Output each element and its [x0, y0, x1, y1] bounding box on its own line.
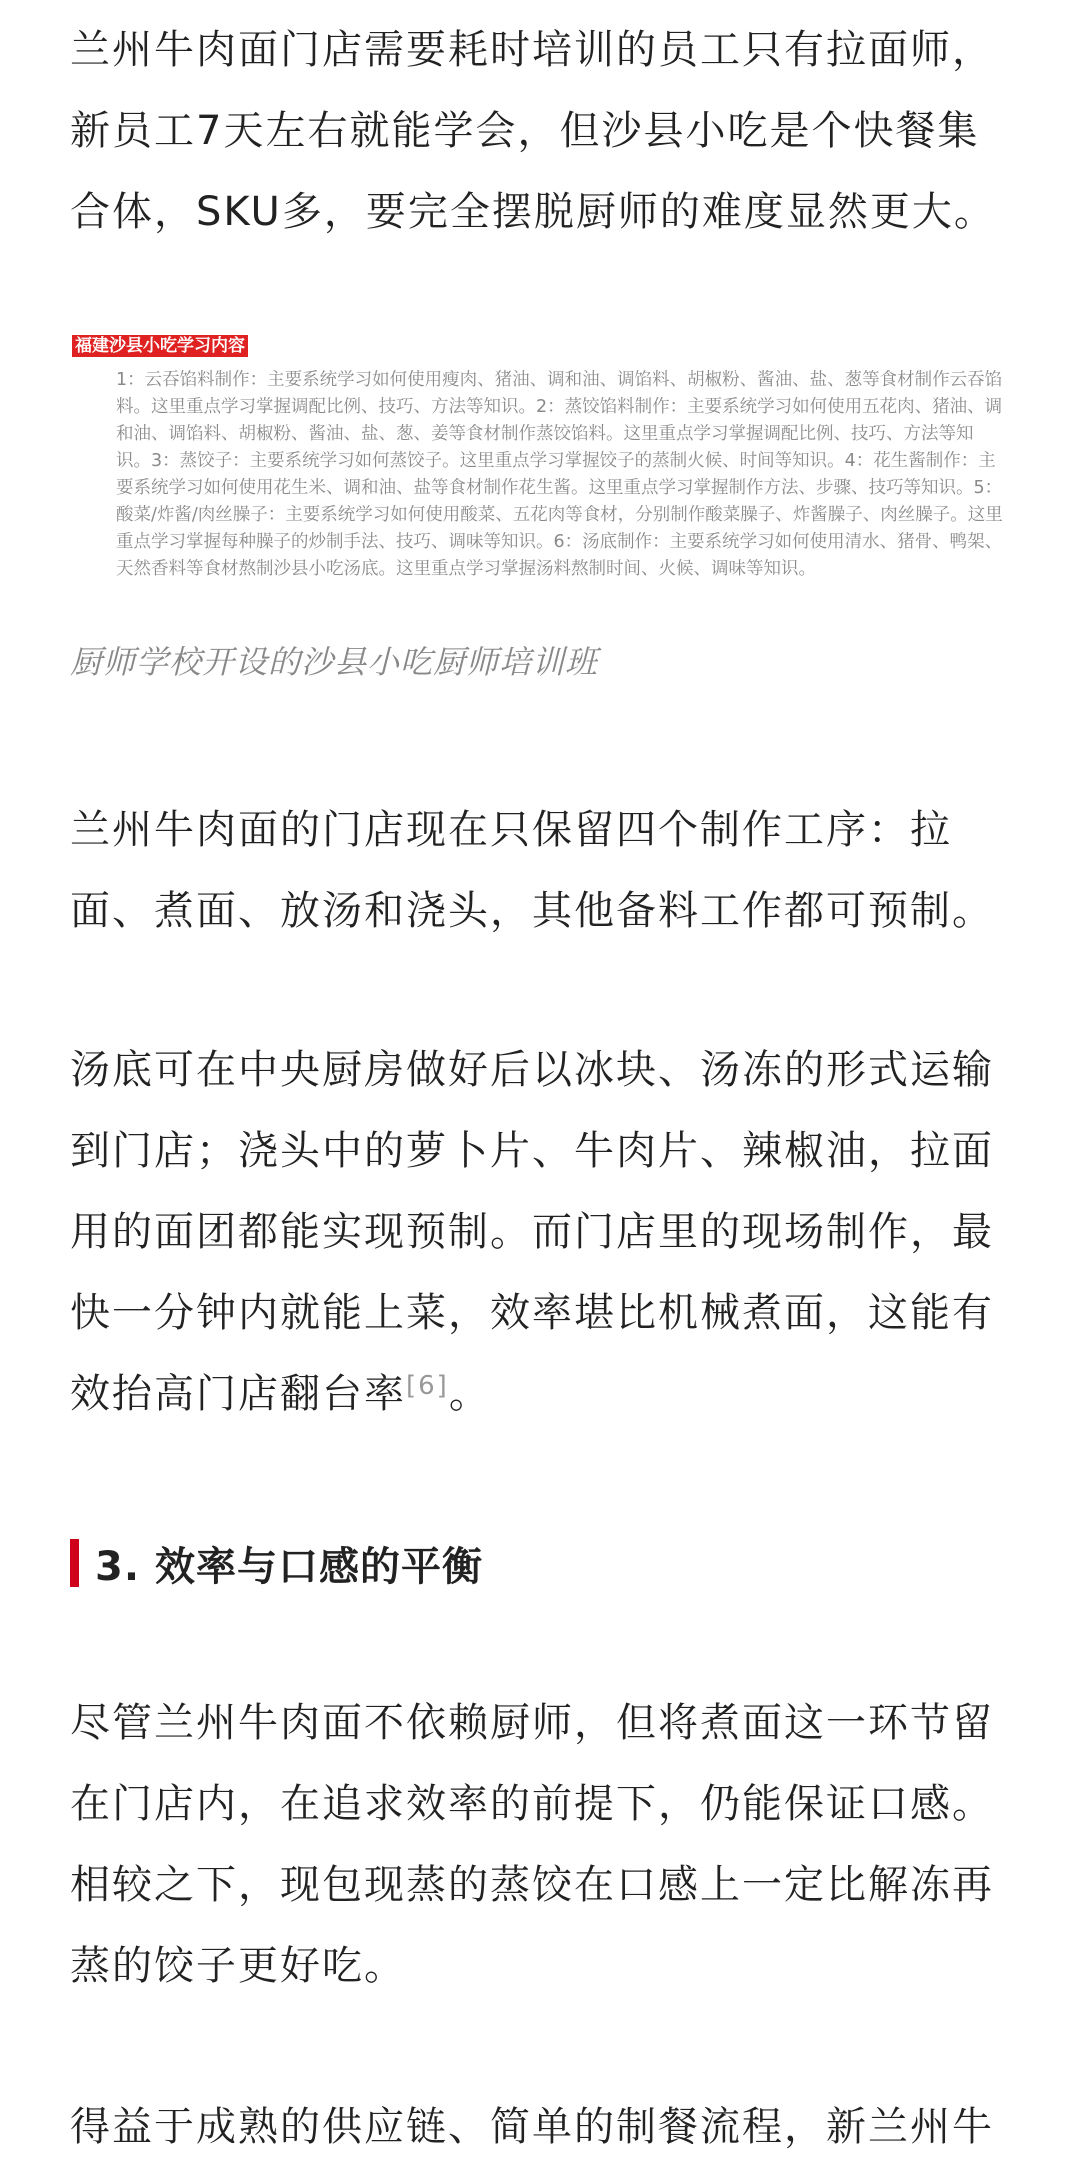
paragraph-3-end: 。	[448, 1371, 491, 1417]
paragraph-5: 得益于成熟的供应链、简单的制餐流程，新兰州牛	[70, 2104, 994, 2150]
paragraph-3-text: 汤底可在中央厨房做好后以冰块、汤冻的形式运输到门店；浇头中的萝卜片、牛肉片、辣椒油，拉面用的面团都能实现预制。而门店里的现场制作，最快一分钟内就能上菜，效率堪比机械煮面，这能有效抬高门店翻台率	[70, 1047, 994, 1417]
paragraph-4: 尽管兰州牛肉面不依赖厨师，但将煮面这一环节留在门店内，在追求效率的前提下，仍能保证口感。相较之下，现包现蒸的蒸饺在口感上一定比解冻再蒸的饺子更好吃。	[70, 1700, 994, 1989]
paragraph-2: 兰州牛肉面的门店现在只保留四个制作工序：拉面、煮面、放汤和浇头，其他备料工作都可预制。	[70, 807, 994, 934]
paragraph-3	[70, 1030, 1020, 1435]
paragraph-1: 兰州牛肉面门店需要耗时培训的员工只有拉面师，新员工7天左右就能学会，但沙县小吃是个快餐集合体，SKU多，要完全摆脱厨师的难度显然更大。	[70, 27, 996, 235]
section-heading-text: 3. 效率与口感的平衡	[95, 1543, 483, 1590]
figure-body-text: 1：云吞馅料制作：主要系统学习如何使用瘦肉、猪油、调和油、调馅料、胡椒粉、酱油、盐、葱等食材制作云吞馅料。这里重点学习掌握调配比例、技巧、方法等知识。2：蒸饺馅料制作：主要系统学习如何使用五花肉、猪油、调和油、调馅料、胡椒粉、酱油、盐、葱、姜等食材制作蒸饺馅料。这里重点学习掌握调配比例、技巧、方法等知识。3：蒸饺子：主要系统学习如何蒸饺子。这里重点学习掌握饺子的蒸制火候、时间等知识。4：花生酱制作：主要系统学习如何使用花生米、调和油、盐等食材制作花生酱。这里重点学习掌握制作方法、步骤、技巧等知识。5：酸菜/炸酱/肉丝臊子：主要系统学习如何使用酸菜、五花肉等食材，分别制作酸菜臊子、炸酱臊子、肉丝臊子。这里重点学习掌握每种臊子的炒制手法、技巧、调味等知识。6：汤底制作：主要系统学习如何使用清水、猪骨、鸭架、天然香料等食材熬制沙县小吃汤底。这里重点学习掌握汤料熬制时间、火候、调味等知识。	[116, 370, 1003, 579]
section-heading	[70, 1534, 483, 1592]
figure-title: 福建沙县小吃学习内容	[72, 335, 248, 357]
heading-accent-bar	[70, 1539, 79, 1587]
citation-link[interactable]: [6]	[406, 1371, 449, 1401]
image-caption: 厨师学校开设的沙县小吃厨师培训班	[70, 643, 599, 681]
training-content-image	[72, 335, 1012, 583]
